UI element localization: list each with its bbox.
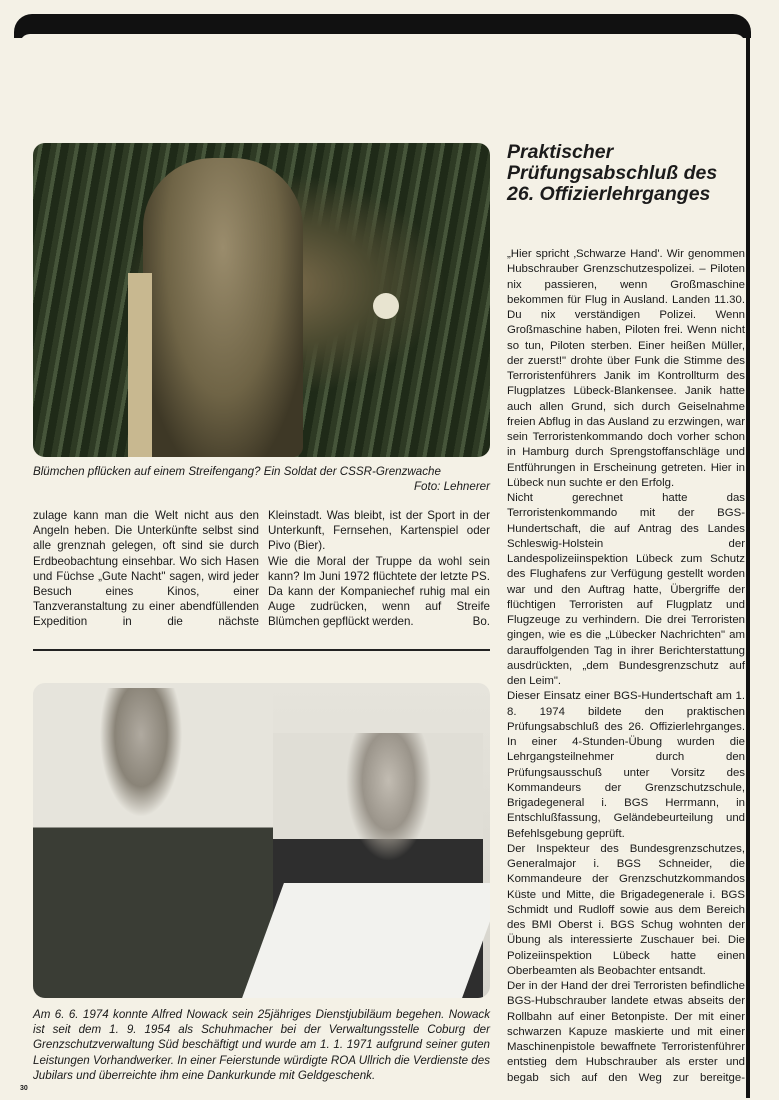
article-paragraph: Der in der Hand der drei Terroristen befindliche BGS-Hubschrauber landete etwas abseits der Rollbahn auf einer Betonpiste. Der mit einer schwarzen Kapuze maskierte und mit einer Maschinenpistole bewaffnete Terroristenführer entstieg dem Hubschrauber als erster und begab sich auf den Weg zur bereitge- (507, 980, 745, 1084)
article-paragraph: Dieser Einsatz einer BGS-Hundertschaft am 1. 8. 1974 bildete den praktischen Prüfungsabschluß des 26. Offizierlehrganges. In einer 4-Stunden-Übung wurden die Lehrgangsteilnehmer durch den Prüfungsausschuß unter Vorsitz des Kommandeurs der Grenzschutzschule, Brigadegeneral i. BGS Herrmann, in Entschlußfassung, Geländebeurteilung und Befehlsgebung geprüft. (507, 690, 745, 840)
author-signature: Bo. (472, 615, 490, 629)
photo-soldier-picking-flower (33, 143, 490, 457)
photo1-caption (33, 464, 490, 494)
page-number: 30 (20, 1085, 28, 1092)
photo-jubilee-ceremony (33, 683, 490, 998)
photo2-caption (33, 1007, 490, 1083)
left-article-col2 (268, 508, 490, 630)
col2-paragraph: Kleinstadt. Was bleibt, ist der Sport in der Unterkunft, Fernsehen, Kartenspiel oder Pivo (Bier). (268, 509, 490, 553)
certificate (242, 883, 490, 998)
col2-paragraph: Wie die Moral der Truppe da wohl sein kann? Im Juni 1972 flüchtete der letzte PS. Da kann der Kompaniechef ruhig mal ein Auge zudrücken, wenn auf Streife Blümchen gepflückt werden. (268, 554, 490, 629)
photo2-caption-text: Am 6. 6. 1974 konnte Alfred Nowack sein 25jähriges Dienstjubiläum begehen. Nowack ist seit dem 1. 9. 1954 als Schuhmacher bei der Verwaltungsstelle Coburg der Grenzschutzverwaltung Süd beschäftigt und wurde am 1. 1. 1971 aufgrund seiner guten Leistungen Vorhandwerker. In einer Feierstunde würdigte ROA Ullrich die Verdienste des Jubilars und überreichte ihm eine Dankurkunde mit Geldgeschenk. (33, 1008, 490, 1082)
col1-text: zulage kann man die Welt nicht aus den Angeln heben. Die Unterkünfte selbst sind alle grenznah gelegen, oft sind sie durch Erdbeobachtung einsehbar. Wo sich Hasen und Füchse „Gute Nacht" sagen, wird jeder Besuch eines Kinos, einer Tanzveranstaltung zu einer abendfüllenden Expedition in die nächste (33, 509, 259, 629)
wooden-post (128, 273, 152, 457)
flower (373, 293, 399, 319)
photo1-credit: Foto: Lehnerer (413, 480, 490, 494)
uniformed-man (33, 688, 273, 998)
soldier-figure (143, 158, 303, 457)
page-frame-inner (20, 34, 745, 44)
section-divider (33, 649, 490, 651)
article-paragraph: Der Inspekteur des Bundesgrenzschutzes, Generalmajor i. BGS Schneider, die Kommandeure der Grenzschutzkommandos Küste und Mitte, die Brigadegenerale i. BGS Schmidt und Rudloff sowie aus dem Bereich des BMI Oberst i. BGS Schug wohnten der Übung als interessierte Zuschauer bei. Die Polizeiinspektion Lübeck hatte einen Oberbeamten als Beobachter entsandt. (507, 842, 745, 977)
photo1-caption-text: Blümchen pflücken auf einem Streifengang? Ein Soldat der CSSR-Grenzwache (33, 465, 441, 478)
article-headline: Praktischer Prüfungsabschluß des 26. Offizierlehrganges (507, 141, 718, 205)
article-paragraph: Nicht gerechnet hatte das Terroristenkommando mit der BGS-Hundertschaft, die auf Antrag des Landes Schleswig-Holstein der Landespolizeiinspektion Lübeck zum Schutz des Flughafens zur Verfügung gestellt worden war und den Auftrag hatte, Übergriffe der flüchtigen Terroristen auf Flugplatz und Flugzeuge zu verhindern. Die drei Terroristen gingen, wie es die „Lübecker Nachrichten" am darauffolgenden Tag in ihrer Berichterstattung ausdrückten, „dem Bundesgrenzschutz auf den Leim". (507, 492, 745, 687)
left-article-col1 (33, 508, 259, 630)
article-paragraph: „Hier spricht ‚Schwarze Hand'. Wir genommen Hubschrauber Grenzschutzespolizei. – Piloten nix passieren, wenn Großmaschine bekommen für Flug in Ausland. Landen 11.30. Du nix verständigen Polizei. Wenn Großmaschine haben, Piloten frei. Wenn nicht so tun, Piloten sterben. Einer heißen Müller, der zuerst!" drohte über Funk die Stimme des Terroristenführers Janik im Kontrollturm des Flugplatzes Lübeck-Blankensee. Janik hatte auch allen Grund, sich durch Geiselnahme freien Abflug in das Ausland zu erzwingen, war sein Terroristenkommando doch vorher schon in Hamburg durch Sprengstoffanschläge und Entführungen in Erscheinung getreten. Hier in Lübeck nun suchte er den Erfolg. (507, 248, 745, 489)
right-article-body (507, 247, 745, 1086)
